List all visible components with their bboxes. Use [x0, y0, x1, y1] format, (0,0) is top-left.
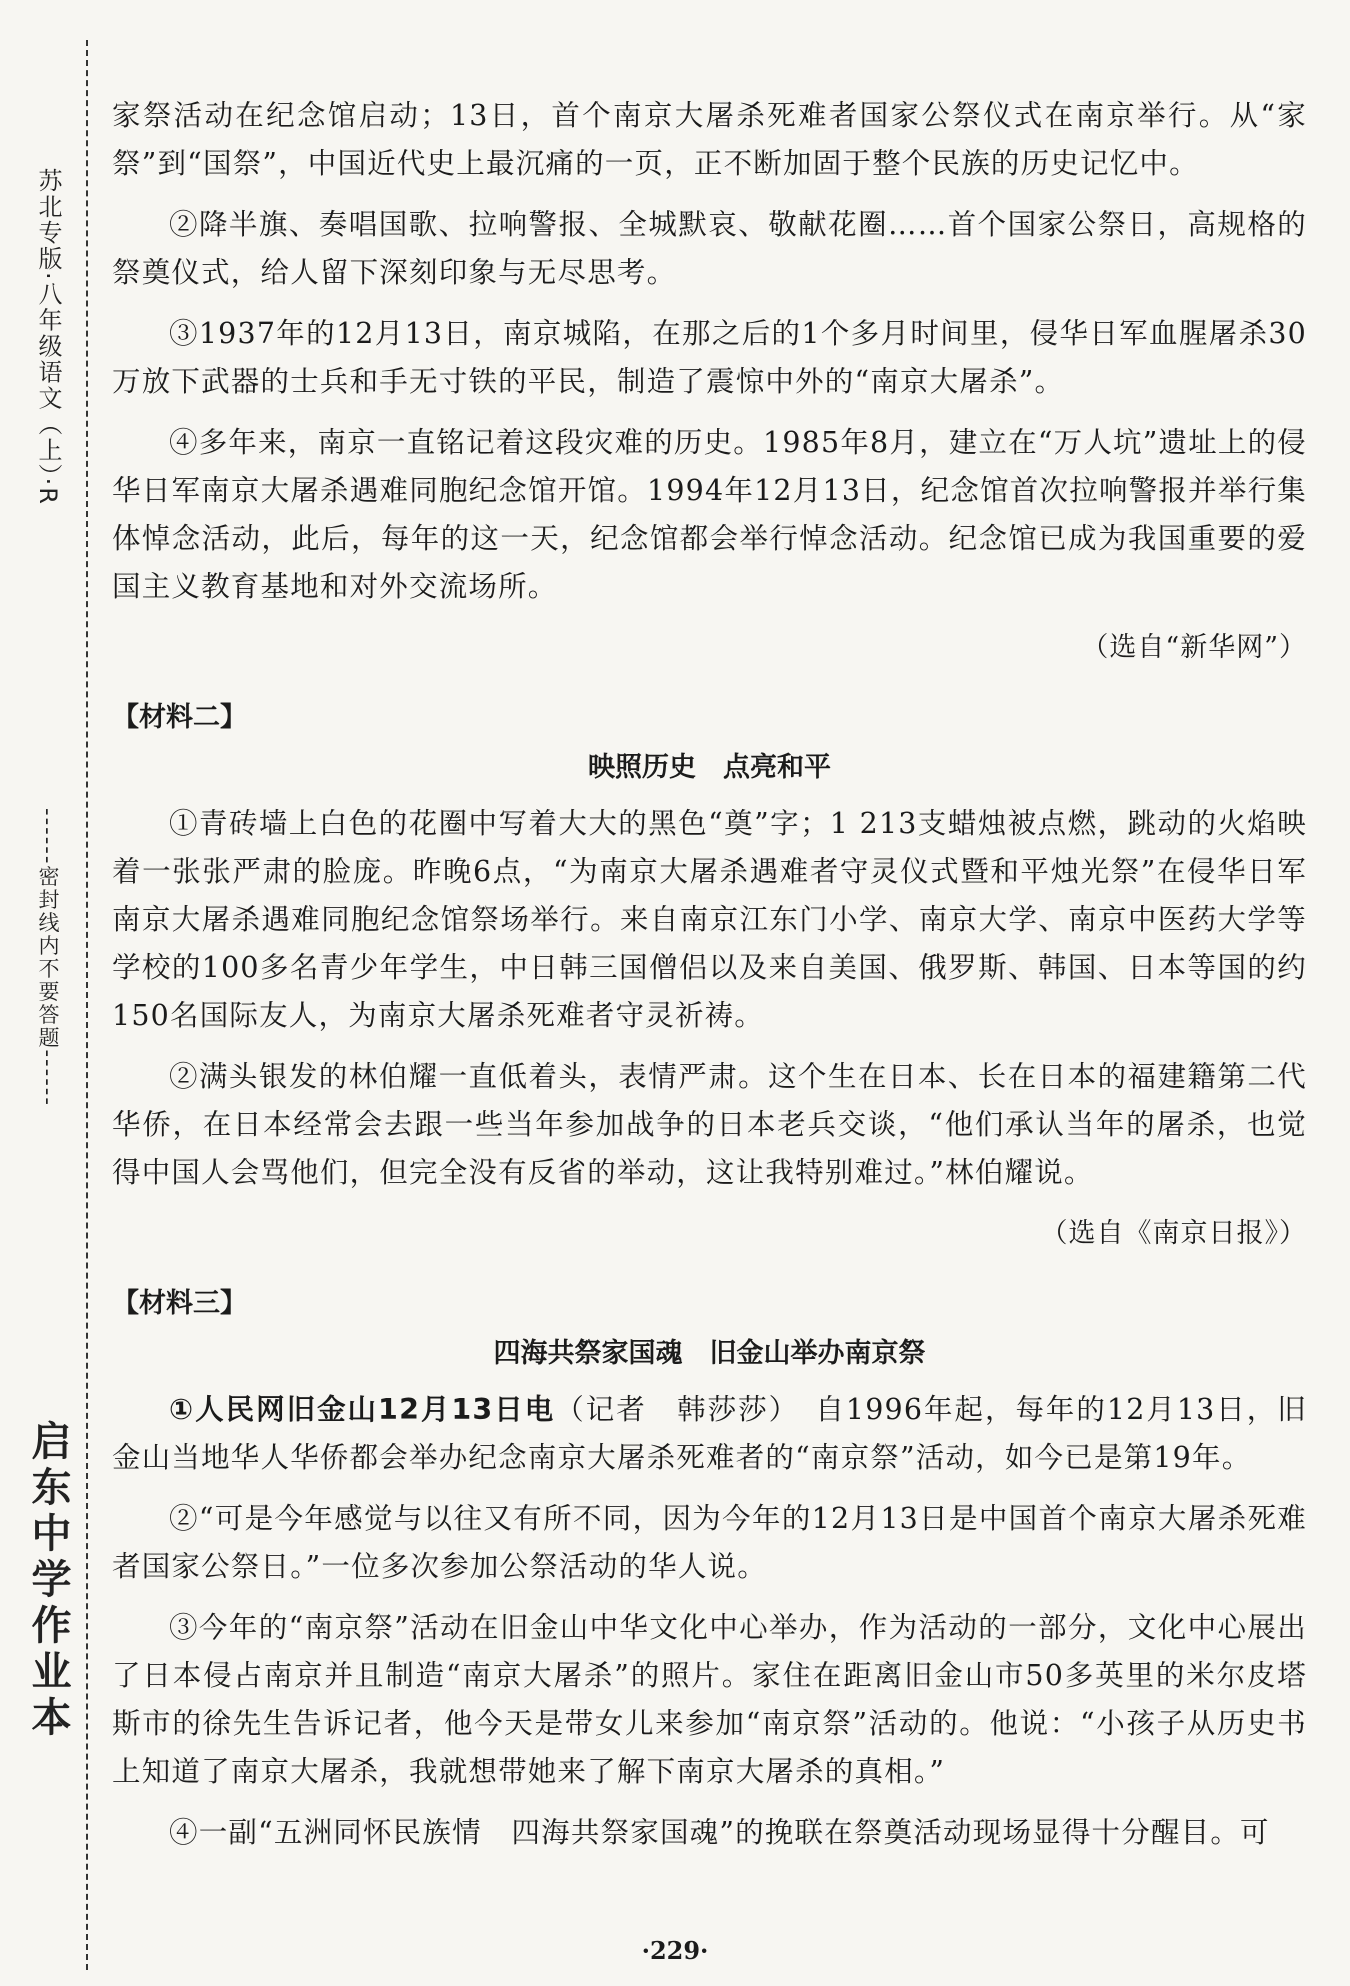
paragraph: ④一副“五洲同怀民族情 四海共祭家国魂”的挽联在祭奠活动现场显得十分醒目。可 [169, 1816, 1270, 1849]
paragraph: ②“可是今年感觉与以往又有所不同，因为今年的12月13日是中国首个南京大屠杀死难者国家公祭日。”一位多次参加公祭活动的华人说。 [112, 1502, 1307, 1583]
paragraph [112, 1386, 1307, 1482]
seal-line [86, 40, 88, 1970]
brand-label: 启东中学作业本 [25, 1420, 71, 1742]
seal-notice: ------密封线内不要答题------ [36, 808, 60, 1107]
section-title: 映照历史 点亮和平 [588, 752, 831, 783]
paragraph: ③1937年的12月13日，南京城陷，在那之后的1个多月时间里，侵华日军血腥屠杀30万放下武器的士兵和手无寸铁的平民，制造了震惊中外的“南京大屠杀”。 [112, 317, 1307, 398]
article-body [112, 92, 1307, 1870]
page-number: ·229· [641, 1936, 709, 1965]
material-label: 【材料二】 [112, 702, 247, 733]
dateline: ①人民网旧金山12月13日电 [169, 1393, 556, 1426]
paragraph: 家祭活动在纪念馆启动；13日，首个南京大屠杀死难者国家公祭仪式在南京举行。从“家祭”到“国祭”，中国近代史上最沉痛的一页，正不断加固于整个民族的历史记忆中。 [112, 99, 1307, 180]
material-label: 【材料三】 [112, 1288, 247, 1319]
paragraph: ①青砖墙上白色的花圈中写着大大的黑色“奠”字；1 213支蜡烛被点燃，跳动的火焰映着一张张严肃的脸庞。昨晚6点，“为南京大屠杀遇难者守灵仪式暨和平烛光祭”在侵华日军南京大屠杀遇难同胞纪念馆祭场举行。来自南京江东门小学、南京大学、南京中医药大学等学校的100多名青少年学生，中日韩三国僧侣以及来自美国、俄罗斯、韩国、日本等国的约150名国际友人，为南京大屠杀死难者守灵祈祷。 [112, 807, 1307, 1032]
paragraph: ③今年的“南京祭”活动在旧金山中华文化中心举办，作为活动的一部分，文化中心展出了日本侵占南京并且制造“南京大屠杀”的照片。家住在距离旧金山市50多英里的米尔皮塔斯市的徐先生告诉记者，他今天是带女儿来参加“南京祭”活动的。他说：“小孩子从历史书上知道了南京大屠杀，我就想带她来了解下南京大屠杀的真相。” [112, 1611, 1307, 1788]
source-citation: （选自《南京日报》） [1040, 1218, 1307, 1249]
paragraph: ②降半旗、奏唱国歌、拉响警报、全城默哀、敬献花圈……首个国家公祭日，高规格的祭奠仪式，给人留下深刻印象与无尽思考。 [112, 208, 1307, 289]
section-title: 四海共祭家国魂 旧金山举办南京祭 [493, 1338, 926, 1369]
paragraph-text: （记者 韩莎莎） 自1996年起，每年的12月13日，旧金山当地华人华侨都会举办纪念南京大屠杀死难者的“南京祭”活动，如今已是第19年。 [112, 1393, 1307, 1474]
paragraph: ④多年来，南京一直铭记着这段灾难的历史。1985年8月，建立在“万人坑”遗址上的侵华日军南京大屠杀遇难同胞纪念馆开馆。1994年12月13日，纪念馆首次拉响警报并举行集体悼念活动，此后，每年的这一天，纪念馆都会举行悼念活动。纪念馆已成为我国重要的爱国主义教育基地和对外交流场所。 [112, 426, 1308, 603]
paragraph: ②满头银发的林伯耀一直低着头，表情严肃。这个生在日本、长在日本的福建籍第二代华侨，在日本经常会去跟一些当年参加战争的日本老兵交谈，“他们承认当年的屠杀，也觉得中国人会骂他们，但完全没有反省的举动，这让我特别难过。”林伯耀说。 [112, 1060, 1307, 1189]
series-label: 苏北专版·八年级语文（上）·R [34, 168, 62, 506]
source-citation: （选自“新华网”） [1081, 632, 1307, 663]
